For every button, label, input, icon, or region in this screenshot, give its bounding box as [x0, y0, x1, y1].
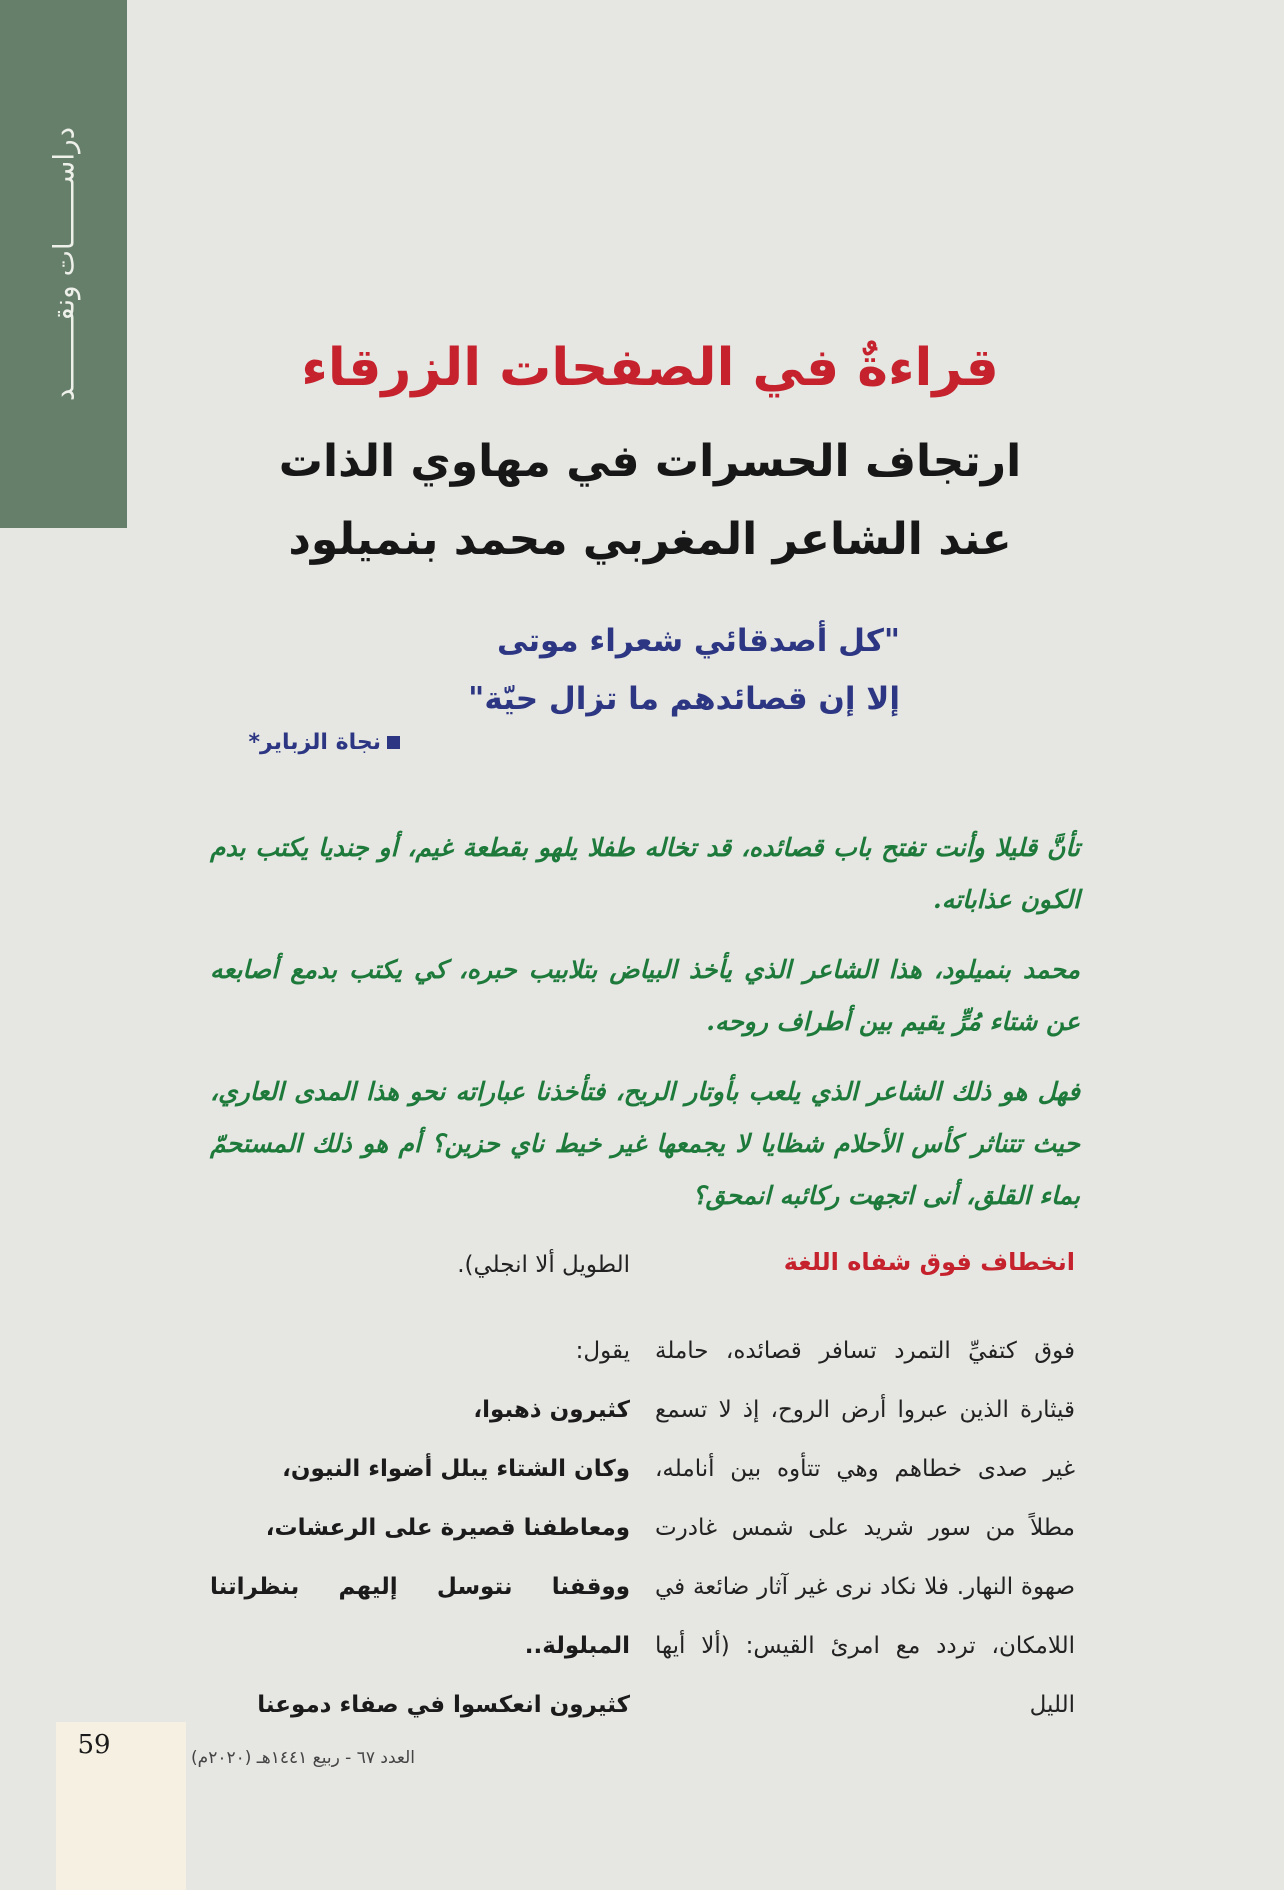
quote-intro: يقول:: [575, 1338, 630, 1364]
author-byline: [200, 730, 400, 755]
issue-info: العدد ٦٧ - ربيع ١٤٤١هـ (٢٠٢٠م): [191, 1748, 415, 1768]
section-side-tab: [0, 0, 127, 528]
epigraph-quote: [420, 612, 900, 728]
quote-line: إلا إن قصائدهم ما تزال حيّة": [468, 681, 900, 717]
bullet-square-icon: [387, 736, 400, 749]
intro-paragraph: تأنَّ قليلا وأنت تفتح باب قصائده، قد تخاله طفلا يلهو بقطعة غيم، أو جنديا يكتب بدم الكون عذاباته.: [210, 833, 1080, 914]
poem-line: ووقفنا نتوسل إليهم بنظراتنا المبلولة..: [210, 1574, 630, 1659]
quote-line: "كل أصدقائي شعراء موتى: [496, 623, 900, 659]
intro-paragraph: فهل هو ذلك الشاعر الذي يلعب بأوتار الريح، فتأخذنا عباراته نحو هذا المدى العاري، حيث تتناثر كأس الأحلام شظايا لا يجمعها غير خيط ناي حزين؟ أم هو ذلك المستحمّ بماء القلق، أنى اتجهت ركائبه انمحق؟: [210, 1077, 1080, 1210]
intro-paragraph: محمد بنميلود، هذا الشاعر الذي يأخذ البياض بتلابيب حبره، كي يكتب بدمع أصابعه عن شتاء مُرٍّ يقيم بين أطراف روحه.: [210, 955, 1080, 1036]
poem-excerpt: [210, 1381, 630, 1735]
poem-line: وكان الشتاء يبلل أضواء النيون،: [282, 1456, 630, 1482]
poem-line: ومعاطفنا قصيرة على الرعشات،: [265, 1515, 630, 1541]
poem-line: كثيرون ذهبوا،: [473, 1397, 630, 1423]
author-name: نجاة الزباير*: [248, 730, 381, 755]
article-subtitle-line2: عند الشاعر المغربي محمد بنميلود: [288, 514, 1012, 565]
article-title: قراءةٌ في الصفحات الزرقاء: [301, 338, 999, 398]
section-label: دراســـــــات ونقــــــــد: [47, 126, 81, 402]
page-number: 59: [77, 1730, 111, 1760]
section-heading: انخطاف فوق شفاه اللغة: [783, 1248, 1075, 1276]
right-column-text: فوق كتفيِّ التمرد تسافر قصائده، حاملة قيثارة الذين عبروا أرض الروح، إذ لا تسمع غير صدى خطاهم وهي تتأوه بين أنامله، مطلاً من سور شريد على شمس غادرت صهوة النهار. فلا نكاد نرى غير آثار ضائعة في اللامكان، تردد مع امرئ القيس: (ألا أيها الليل: [655, 1338, 1075, 1718]
poem-line: كثيرون انعكسوا في صفاء دموعنا: [257, 1692, 630, 1718]
left-column-continuation: الطويل ألا انجلي).: [457, 1252, 630, 1278]
article-subtitle-line1: ارتجاف الحسرات في مهاوي الذات: [278, 436, 1022, 487]
